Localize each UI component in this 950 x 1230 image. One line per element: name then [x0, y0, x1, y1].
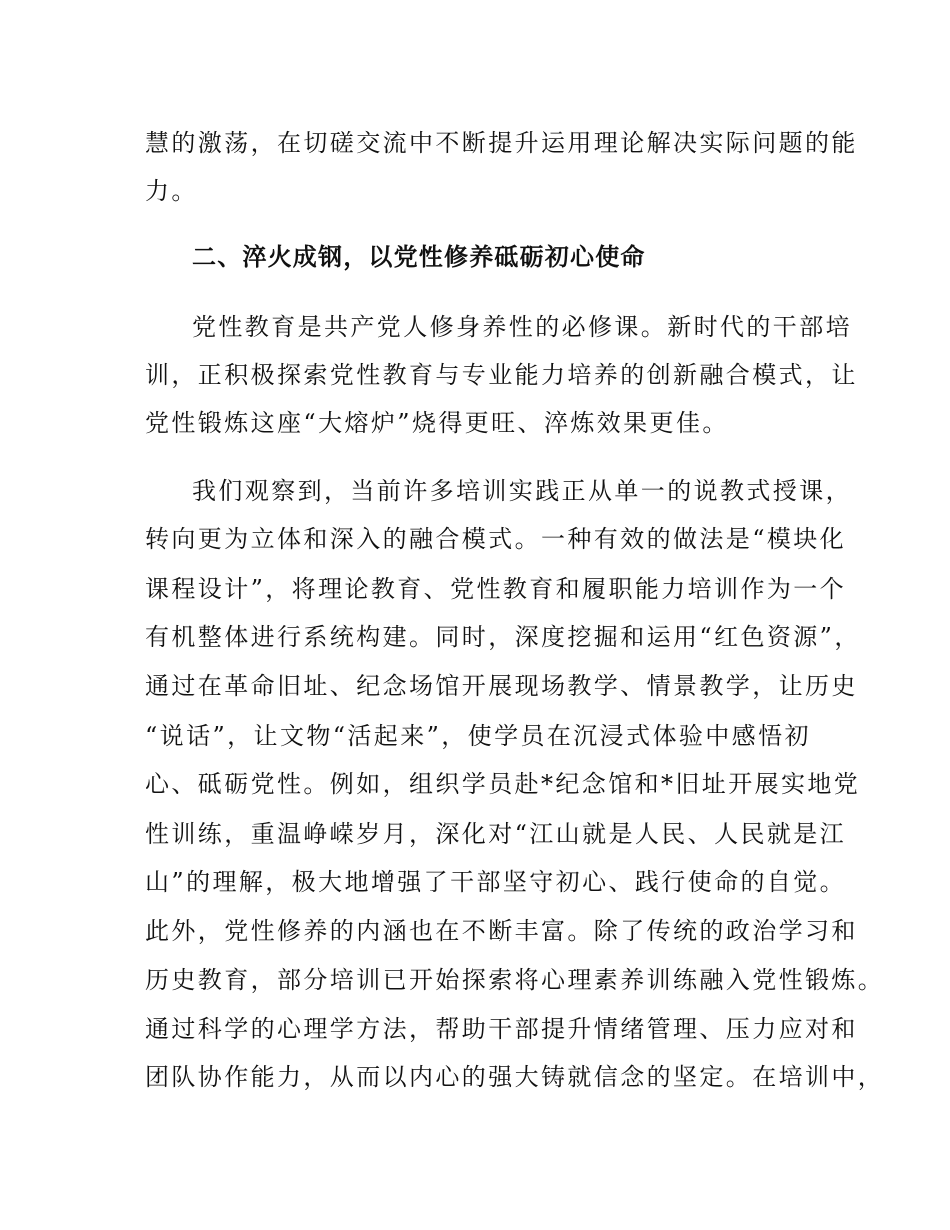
paragraph2-line-3: 课程设计”，将理论教育、党性教育和履职能力培训作为一个 [145, 575, 847, 603]
paragraph2-line-8: 性训练，重温峥嵘岁月，深化对“江山就是人民、人民就是江 [145, 820, 847, 848]
paragraph2-line-7: 心、砥砺党性。例如，组织学员赴*纪念馆和*旧址开展实地党 [145, 770, 861, 798]
intro-line-2: 力。 [145, 177, 198, 205]
paragraph2-line-12: 通过科学的心理学方法，帮助干部提升情绪管理、压力应对和 [145, 1015, 858, 1043]
paragraph1-line-1: 党性教育是共产党人修身养性的必修课。新时代的干部培 [192, 313, 852, 341]
section-heading: 二、淬火成钢，以党性修养砥砺初心使命 [192, 243, 646, 271]
paragraph2-line-9: 山”的理解，极大地增强了干部坚守初心、践行使命的自觉。 [145, 868, 847, 896]
paragraph2-line-5: 通过在革命旧址、纪念场馆开展现场教学、情景教学，让历史 [145, 672, 858, 700]
paragraph2-line-4: 有机整体进行系统构建。同时，深度挖掘和运用“红色资源”， [145, 623, 861, 651]
paragraph2-line-6: “说话”，让文物“活起来”，使学员在沉浸式体验中感悟初 [145, 722, 811, 750]
paragraph2-line-11: 历史教育，部分培训已开始探索将心理素养训练融入党性锻炼。 [145, 966, 885, 994]
paragraph1-line-3: 党性锻炼这座“大熔炉”烧得更旺、淬炼效果更佳。 [145, 409, 729, 437]
paragraph2-line-1: 我们观察到，当前许多培训实践正从单一的说教式授课， [192, 477, 852, 505]
paragraph2-line-13: 团队协作能力，从而以内心的强大铸就信念的坚定。在培训中， [145, 1063, 885, 1091]
paragraph2-line-10: 此外，党性修养的内涵也在不断丰富。除了传统的政治学习和 [145, 917, 858, 945]
intro-line-1: 慧的激荡，在切磋交流中不断提升运用理论解决实际问题的能 [145, 129, 858, 157]
paragraph1-line-2: 训，正积极探索党性教育与专业能力培养的创新融合模式，让 [145, 361, 858, 389]
paragraph2-line-2: 转向更为立体和深入的融合模式。一种有效的做法是“模块化 [145, 525, 847, 553]
